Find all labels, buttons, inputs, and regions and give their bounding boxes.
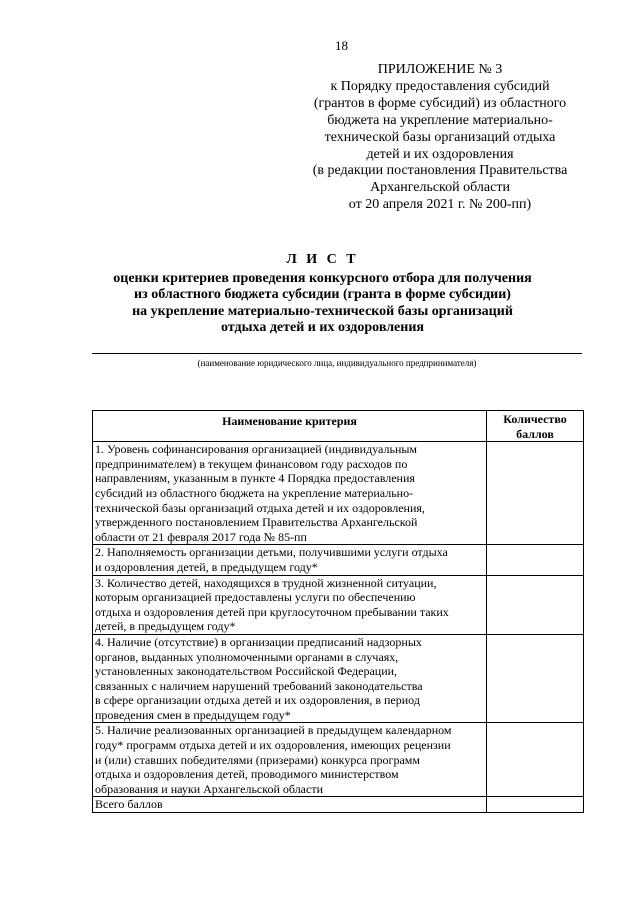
table-row <box>93 634 584 723</box>
table-row <box>93 575 584 634</box>
criterion-cell <box>93 575 487 634</box>
entity-name-blank[interactable] <box>92 353 582 354</box>
title-line: оценки критериев проведения конкурсного отбора для получения <box>113 270 532 286</box>
table-row <box>93 545 584 575</box>
score-cell[interactable] <box>487 545 584 575</box>
table-row-total <box>93 797 584 813</box>
table-row <box>93 442 584 545</box>
criterion-cell <box>93 442 487 545</box>
appendix-line: технической базы организаций отдыха <box>324 129 556 145</box>
appendix-line: к Порядку предоставления субсидий <box>330 78 550 94</box>
criterion-line: детей, в предыдущем году* <box>95 619 236 634</box>
total-label: Всего баллов <box>95 797 163 812</box>
criterion-line: отдыха и оздоровления детей, проводимого министерством <box>95 767 399 782</box>
title-line: на укрепление материально-технической базы организаций <box>132 303 513 319</box>
table-header-row <box>93 411 584 442</box>
entity-name-caption: (наименование юридического лица, индивидуального предпринимателя) <box>197 358 477 368</box>
criterion-line: 2. Наполняемость организации детьми, получившими услуги отдыха <box>95 545 448 560</box>
criterion-line: области от 21 февраля 2017 года № 85-пп <box>95 529 307 544</box>
appendix-line: бюджета на укрепление материально- <box>327 112 553 128</box>
title-line: отдыха детей и их оздоровления <box>221 320 424 336</box>
criterion-cell <box>93 545 487 575</box>
appendix-line: ПРИЛОЖЕНИЕ № 3 <box>377 62 503 77</box>
total-label-cell <box>93 797 487 813</box>
criterion-line: технической базы организаций отдыха детей и их оздоровления, <box>95 500 425 515</box>
criterion-line: 5. Наличие реализованных организацией в предыдущем календарном <box>95 723 452 738</box>
appendix-block <box>300 62 580 214</box>
criterion-line: утвержденного постановлением Правительства Архангельской <box>95 515 418 530</box>
score-header <box>487 411 584 442</box>
criterion-line: направлениям, указанным в пункте 4 Порядка предоставления <box>95 471 415 486</box>
appendix-line: детей и их оздоровления <box>366 146 514 162</box>
criterion-cell <box>93 634 487 723</box>
document-title <box>80 252 565 337</box>
criterion-line: и оздоровления детей, в предыдущем году* <box>95 559 318 574</box>
score-header-label: Количество <box>503 412 567 426</box>
criterion-line: отдыха и оздоровления детей при круглосуточном пребывании таких <box>95 604 449 619</box>
title-line: из областного бюджета субсидии (гранта в форме субсидии) <box>134 287 511 303</box>
criterion-header <box>93 411 487 442</box>
score-cell[interactable] <box>487 634 584 723</box>
appendix-line: (в редакции постановления Правительства <box>312 163 568 179</box>
table-row <box>93 723 584 797</box>
criterion-header-label: Наименование критерия <box>222 414 357 428</box>
criterion-line: органов, выданных уполномоченными органами в случаях, <box>95 649 399 664</box>
criteria-table <box>92 410 584 813</box>
title-heading: Л И С Т <box>286 252 359 267</box>
page-number: 18 <box>335 38 348 53</box>
score-cell[interactable] <box>487 442 584 545</box>
criterion-cell <box>93 723 487 797</box>
criterion-line: 3. Количество детей, находящихся в трудной жизненной ситуации, <box>95 575 437 590</box>
criterion-line: субсидий из областного бюджета на укрепление материально- <box>95 485 414 500</box>
criterion-line: году* программ отдыха детей и их оздоровления, имеющих рецензии <box>95 738 451 753</box>
criterion-line: в сфере организации отдыха детей и их оздоровления, в период <box>95 693 420 708</box>
appendix-line: от 20 апреля 2021 г. № 200-пп) <box>348 197 532 213</box>
criterion-line: 1. Уровень софинансирования организацией (индивидуальным <box>95 442 418 457</box>
criterion-line: образования и науки Архангельской области <box>95 781 323 796</box>
criterion-line: и (или) ставших победителями (призерами) конкурса программ <box>95 752 420 767</box>
criterion-line: связанных с наличием нарушений требований законодательства <box>95 678 423 693</box>
score-header-label: баллов <box>516 426 554 441</box>
total-score-cell[interactable] <box>487 797 584 813</box>
criterion-line: установленных законодательством Российской Федерации, <box>95 664 398 679</box>
score-cell[interactable] <box>487 575 584 634</box>
criterion-line: 4. Наличие (отсутствие) в организации предписаний надзорных <box>95 634 422 649</box>
appendix-line: (грантов в форме субсидий) из областного <box>313 95 567 111</box>
criterion-line: проведения смен в предыдущем году* <box>95 707 291 722</box>
criterion-line: предпринимателем) в текущем финансовом году расходов по <box>95 456 408 471</box>
score-cell[interactable] <box>487 723 584 797</box>
criterion-line: которым организацией предоставлены услуги по обеспечению <box>95 590 416 605</box>
appendix-line: Архангельской области <box>370 180 510 196</box>
